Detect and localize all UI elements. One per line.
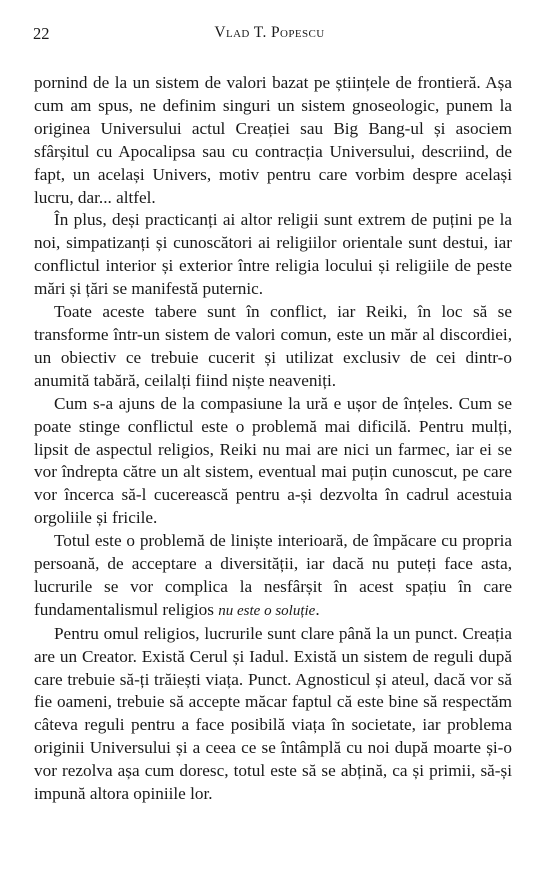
paragraph xyxy=(34,530,512,623)
paragraph: Cum s-a ajuns de la compasiune la ură e ușor de înțeles. Cum se poate stinge conflictul este o problemă mai dificilă. Pentru mulți, lipsit de aspectul religios, Reiki nu mai are nici un farmec, iar ei se vor îndrepta către un alt sistem, eventual mai puțin cunoscut, pe care vor încerca să-l cucerească pentru a-și dezvolta în cadrul acestuia orgoliile și fricile. xyxy=(34,393,512,528)
running-head: Vlad T. Popescu xyxy=(214,24,325,41)
paragraph: Toate aceste tabere sunt în conflict, iar Reiki, în loc să se transforme într-un sistem de valori comun, este un măr al discordiei, un obiectiv ce trebuie cucerit și utilizat exclusiv de cei dintr-o anumită tabără, ceilalți fiind niște neaveniți. xyxy=(34,302,512,390)
page-body xyxy=(34,72,512,806)
paragraph: pornind de la un sistem de valori bazat pe științele de frontieră. Așa cum am spus, ne definim singuri un sistem gnoseologic, punem la originea Universului actul Creației sau Big Bang-ul și asociem sfârșitul cu Apocalipsa sau cu contracția Universului, descriind, de fapt, un același Univers, motiv pentru care vorbim despre același lucru, dar... altfel. xyxy=(34,73,512,207)
paragraph-text: Totul este o problemă de liniște interioară, de împăcare cu propria persoană, de acceptare a diversității, iar dacă nu puteți face asta, lucrurile se vor complica la nesfârșit în acest spațiu în care fundamentalismul religios xyxy=(34,531,512,619)
paragraph: Pentru omul religios, lucrurile sunt clare până la un punct. Creația are un Creator. Există Cerul și Iadul. Există un sistem de reguli după care trebuie să-ți trăiești viața. Punct. Agnosticul și ateul, dacă vor să fie oameni, trebuie să accepte măcar faptul că este bine să respectăm câteva reguli pentru a face posibilă viața în societate, iar problema originii Universului și a ceea ce se întâmplă cu noi după moarte și-o vor rezolva așa cum doresc, totul este să se abțină, ca și primii, să-și impună altora opiniile lor. xyxy=(34,623,512,804)
paragraph: În plus, deși practicanți ai altor religii sunt extrem de puțini pe la noi, simpatizanți și cunoscători ai religiilor orientale sunt destui, iar conflictul interior și exterior între religia locului și religiile de peste mări și țări se manifestă puternic. xyxy=(34,210,512,299)
paragraph-end: . xyxy=(315,599,320,619)
page-number: 22 xyxy=(33,24,50,43)
emphasis-text: nu este o soluție xyxy=(218,602,316,619)
page-header xyxy=(30,24,509,48)
